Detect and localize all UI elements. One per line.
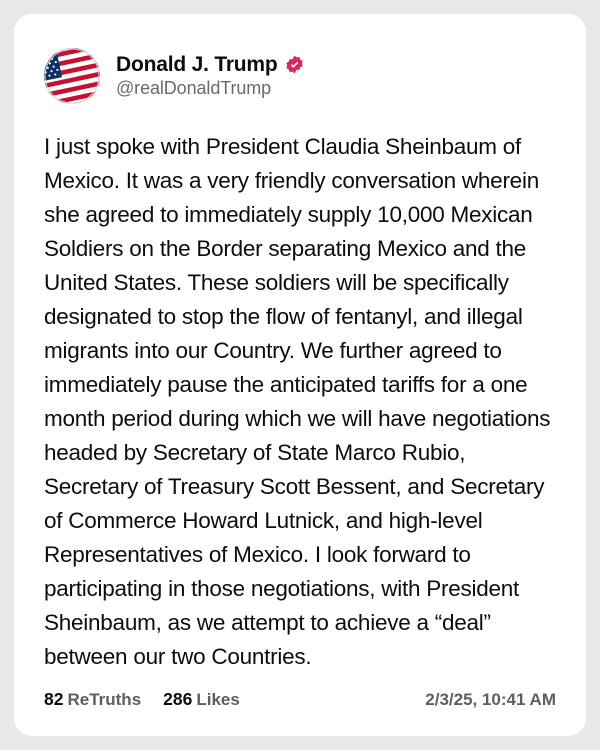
- author-handle[interactable]: @realDonaldTrump: [116, 77, 272, 98]
- likes-label: Likes: [196, 690, 240, 709]
- avatar[interactable]: [44, 48, 100, 104]
- author-name-block: [116, 53, 304, 100]
- us-flag-avatar-icon: [44, 48, 100, 104]
- retruths-count: 82: [44, 689, 64, 709]
- retruths-stat[interactable]: [44, 689, 141, 710]
- retruths-label: ReTruths: [67, 690, 142, 709]
- post-header: [44, 44, 556, 108]
- author-name-row: [116, 53, 304, 76]
- likes-count: 286: [163, 689, 193, 709]
- post-timestamp: 2/3/25, 10:41 AM: [425, 690, 556, 709]
- post-content: I just spoke with President Claudia Sheinbaum of Mexico. It was a very friendly conversation wherein she agreed to immediately supply 10,000 Mexican Soldiers on the Border separating Mexico and the United States. These soldiers will be specifically designated to stop the flow of fentanyl, and illegal migrants into our Country. We further agreed to immediately pause the anticipated tariffs for a one month period during which we will have negotiations headed by Secretary of State Marco Rubio, Secretary of Treasury Scott Bessent, and Secretary of Commerce Howard Lutnick, and high-level Representatives of Mexico. I look forward to participating in those negotiations, with President Sheinbaum, as we attempt to achieve a “deal” between our two Countries.: [44, 134, 557, 669]
- post-card: [14, 14, 586, 736]
- verified-badge-icon: [285, 55, 304, 74]
- author-display-name[interactable]: Donald J. Trump: [116, 52, 278, 76]
- post-footer: [44, 689, 556, 710]
- likes-stat[interactable]: [163, 689, 240, 710]
